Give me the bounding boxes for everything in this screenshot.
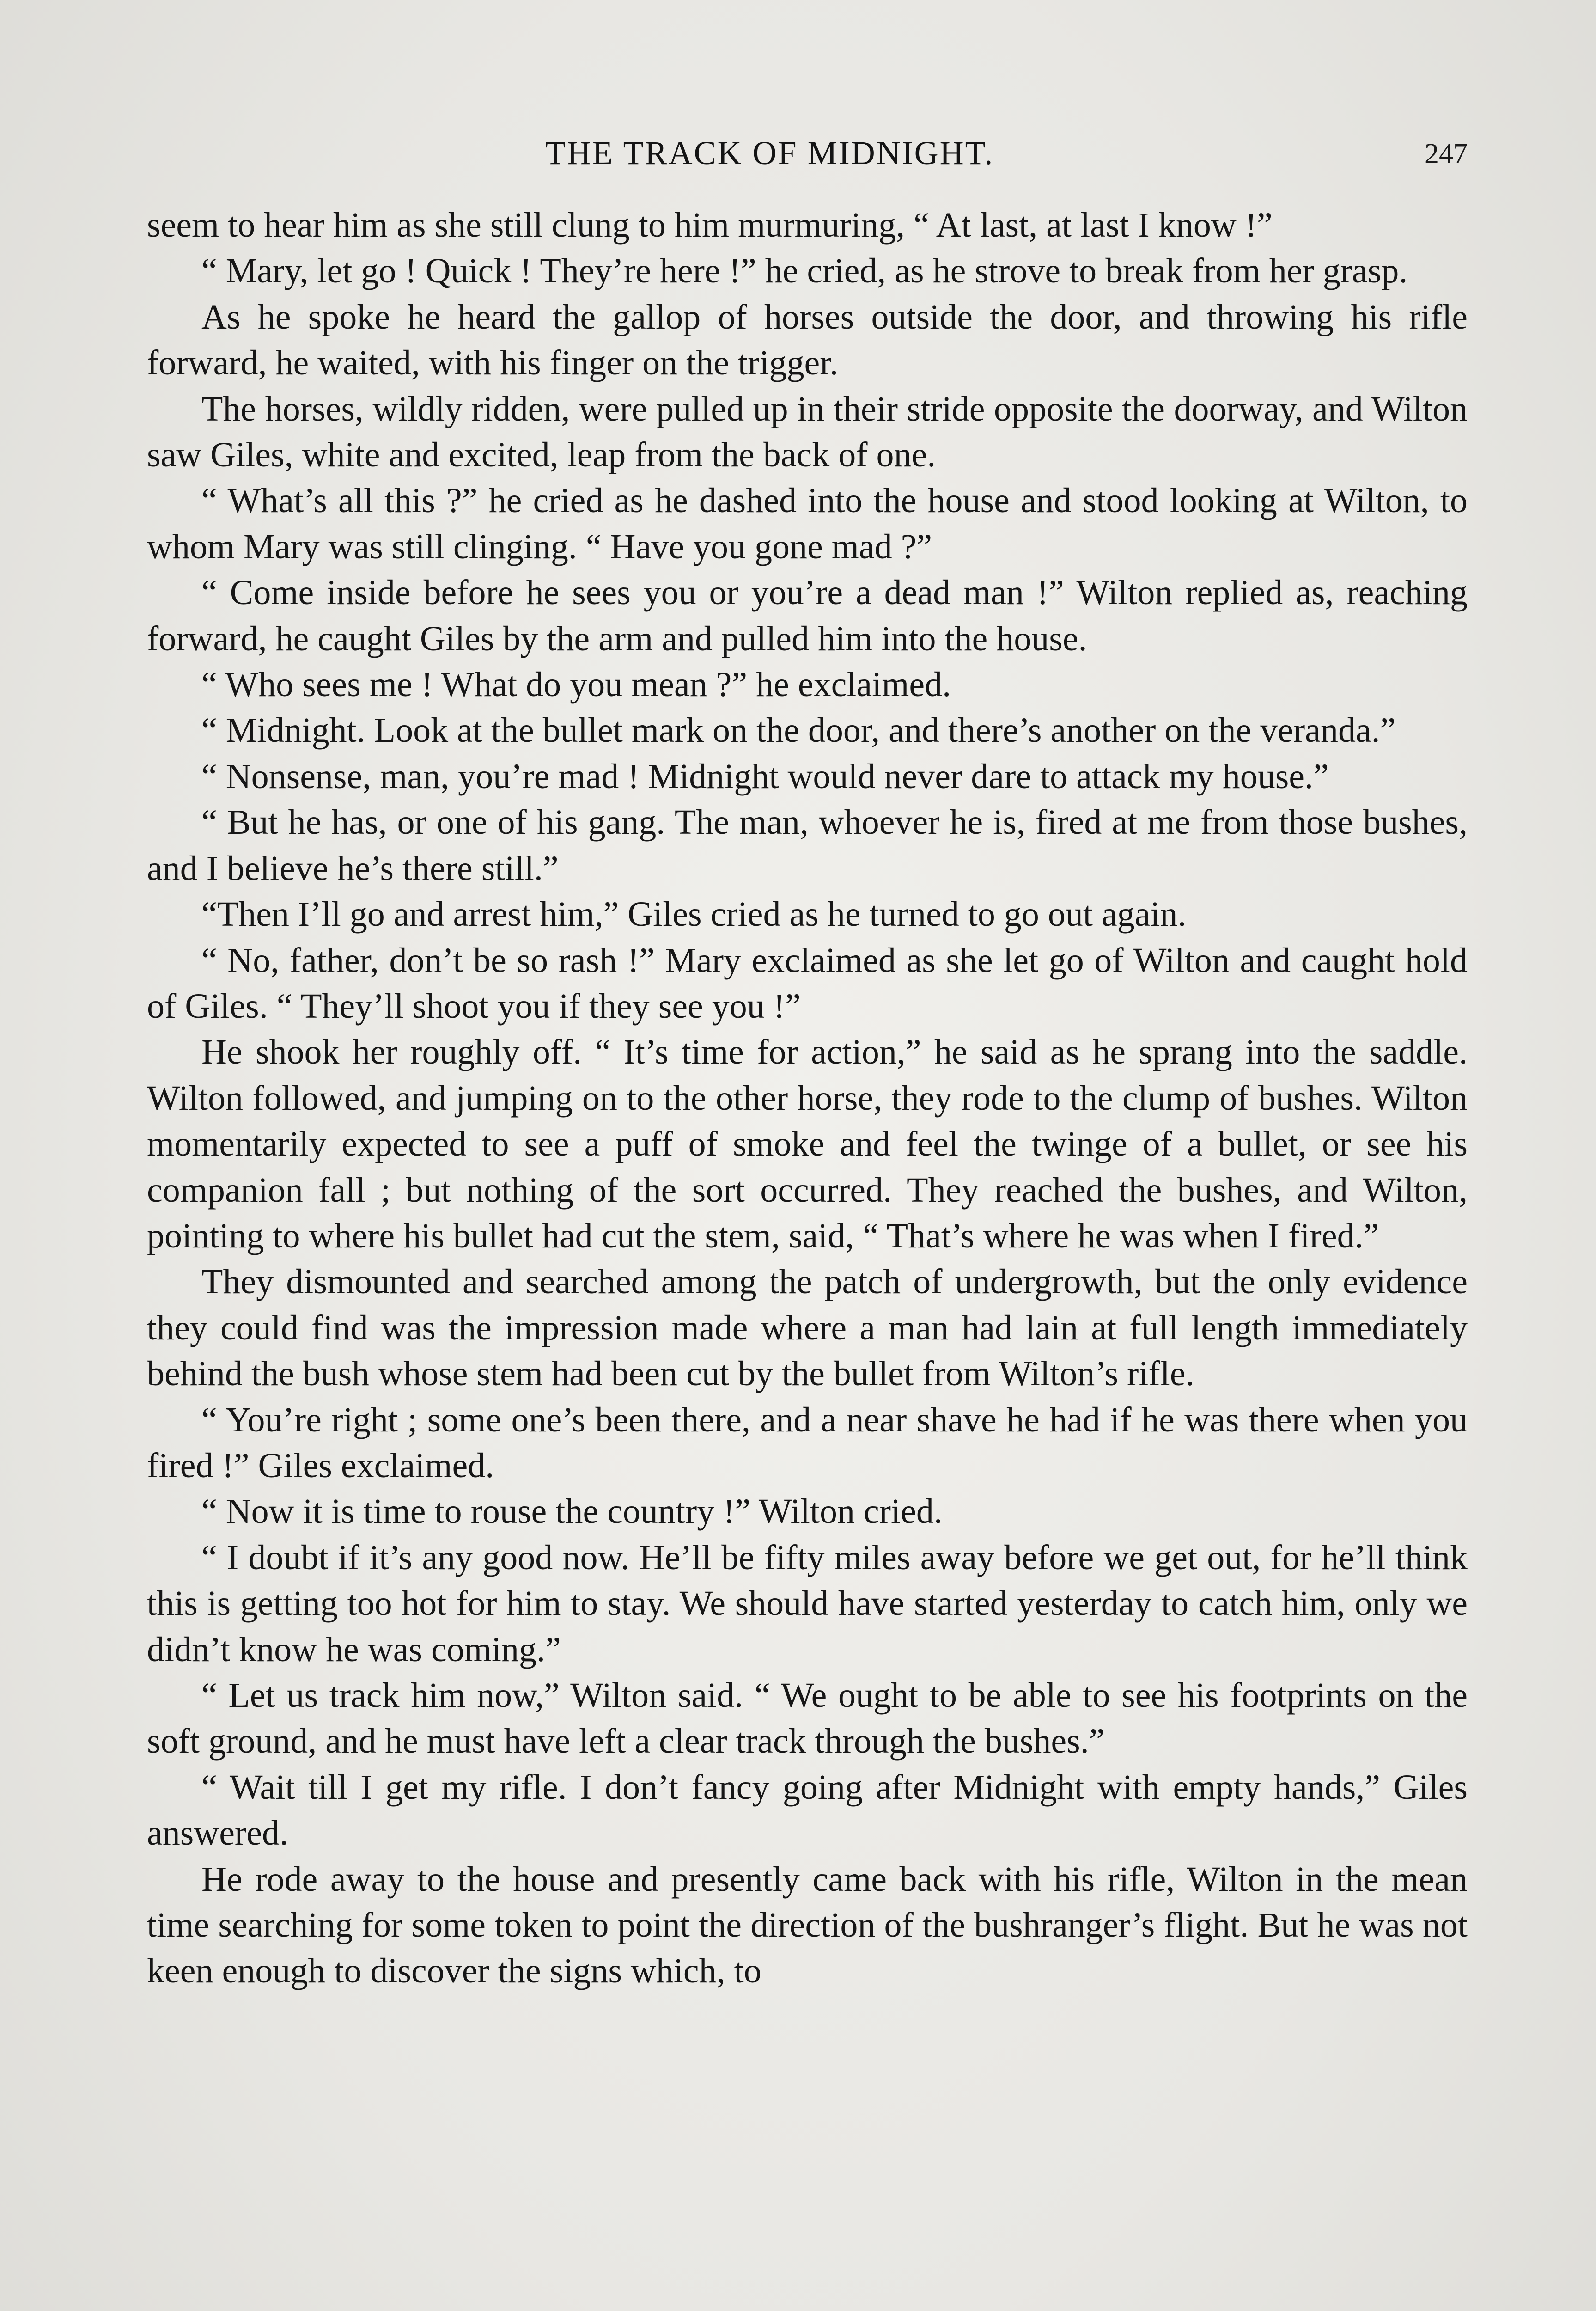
paragraph: They dismounted and searched among the patch of undergrowth, but the only evidence they could find was the impression made where a man had lain at full length immediately behind the bush whose stem had been cut by the bullet from Wilton’s rifle. [147,1262,1468,1394]
paragraph: “ But he has, or one of his gang. The man, whoever he is, fired at me from those bushes, and I believe he’s there still.” [147,803,1468,888]
paragraph: He shook her roughly off. “ It’s time for action,” he said as he sprang into the saddle. Wilton followed, and jumping on to the other horse, they rode to the clump of bushes. Wilton momentarily expected to see a puff of smoke and feel the twinge of a bullet, or see his companion fall ; but nothing of the sort occurred. They reached the bushes, and Wilton, pointing to where his bullet had cut the stem, said, “ That’s where he was when I fired.” [147,1033,1468,1255]
paragraph: “ Let us track him now,” Wilton said. “ We ought to be able to see his footprints on the soft ground, and he must have left a clear track through the bushes.” [147,1676,1468,1761]
paragraph: “ Nonsense, man, you’re mad ! Midnight would never dare to attack my house.” [201,757,1329,796]
paragraph: “ Midnight. Look at the bullet mark on the door, and there’s another on the veranda.” [201,711,1396,750]
paragraph: “ Now it is time to rouse the country !” Wilton cried. [201,1492,943,1531]
paragraph: seem to hear him as she still clung to him murmuring, “ At last, at last I know !” [147,206,1273,245]
page-number: 247 [1425,138,1468,170]
page-header [0,134,1596,185]
paragraph: “ I doubt if it’s any good now. He’ll be fifty miles away before we get out, for he’ll think this is getting too hot for him to stay. We should have started yesterday to catch him, only we didn’t know he was coming.” [147,1538,1468,1669]
paragraph: As he spoke he heard the gallop of horses outside the door, and throwing his rifle forward, he waited, with his finger on the trigger. [147,297,1468,383]
paragraph: “ What’s all this ?” he cried as he dashed into the house and stood looking at Wilton, to whom Mary was still clinging. “ Have you gone mad ?” [147,481,1468,566]
paragraph: “ Come inside before he sees you or you’re a dead man !” Wilton replied as, reaching forward, he caught Giles by the arm and pulled him into the house. [147,573,1468,658]
running-title: THE TRACK OF MIDNIGHT. [545,135,994,171]
paragraph: The horses, wildly ridden, were pulled up in their stride opposite the doorway, and Wilton saw Giles, white and excited, leap from the back of one. [147,389,1468,475]
paragraph: He rode away to the house and presently came back with his rifle, Wilton in the mean time searching for some token to point the direction of the bushranger’s flight. But he was not keen enough to discover the signs which, to [147,1859,1468,1991]
paragraph: “ Mary, let go ! Quick ! They’re here !” he cried, as he strove to break from her grasp. [201,251,1408,291]
paragraph: “ Who sees me ! What do you mean ?” he exclaimed. [201,665,951,704]
paragraph: “ You’re right ; some one’s been there, and a near shave he had if he was there when you fired !” Giles exclaimed. [147,1400,1468,1485]
paragraph: “Then I’ll go and arrest him,” Giles cried as he turned to go out again. [201,895,1187,934]
paragraph: “ Wait till I get my rifle. I don’t fancy going after Midnight with empty hands,” Giles answered. [147,1767,1468,1853]
body-text [147,202,1468,1994]
paragraph: “ No, father, don’t be so rash !” Mary exclaimed as she let go of Wilton and caught hold of Giles. “ They’ll shoot you if they see you !” [147,941,1468,1026]
